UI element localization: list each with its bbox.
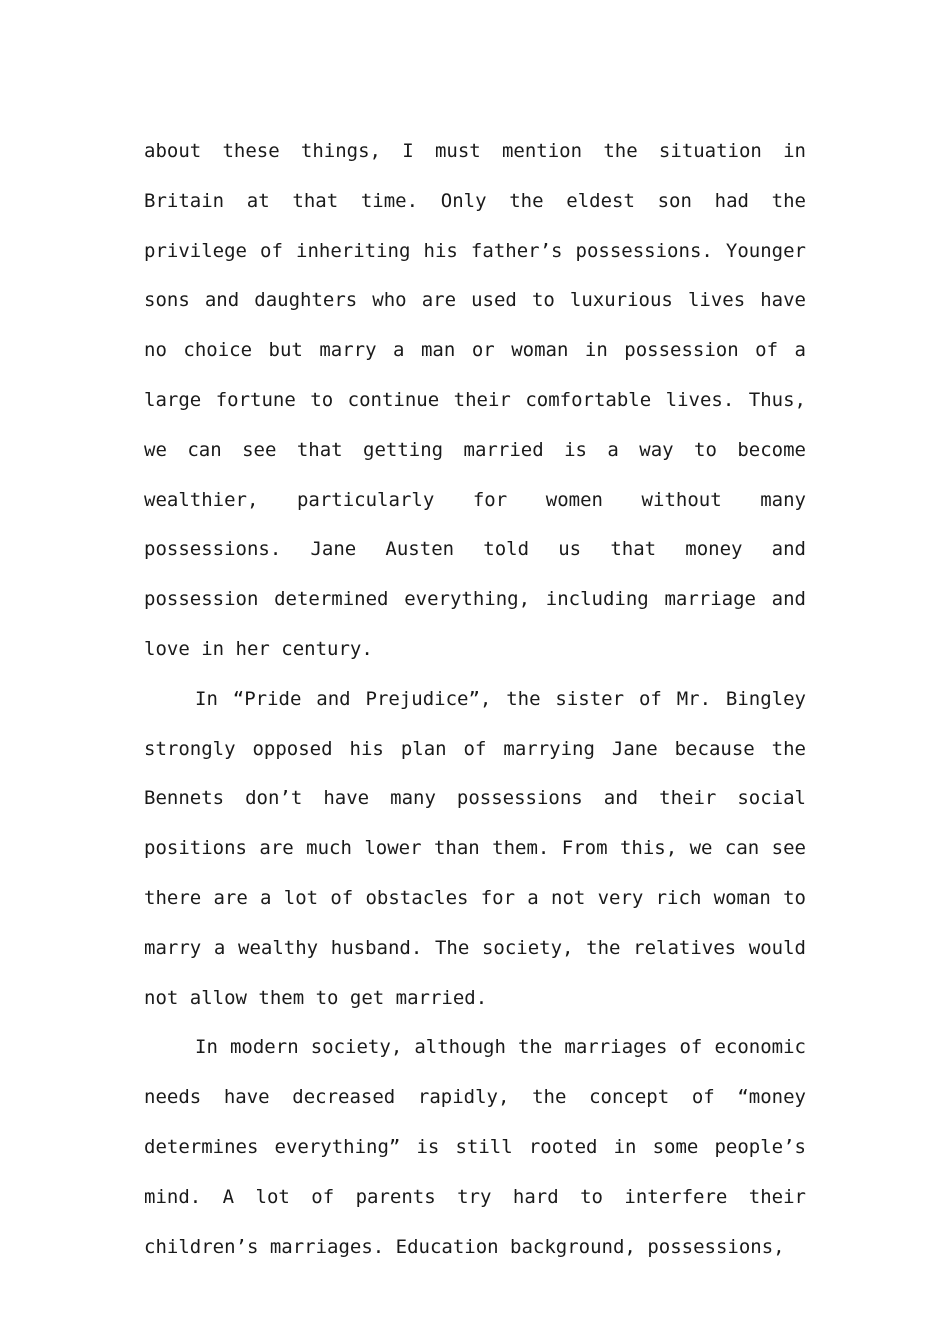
document-body xyxy=(144,127,806,1272)
paragraph-1: about these things, I must mention the situation in Britain at that time. Only the eldest son had the privilege of inheriting his father’s possessions. Younger sons and daughters who are used to luxurious lives have no choice but marry a man or woman in possession of a large fortune to continue their comfortable lives. Thus, we can see that getting married is a way to become wealthier, particularly for women without many possessions. Jane Austen told us that money and possession determined everything, including marriage and love in her century. xyxy=(144,140,806,660)
paragraph-3: In modern society, although the marriages of economic needs have decreased rapidly, the concept of “money determines everything” is still rooted in some people’s mind. A lot of parents try hard to interfere their children’s marriages. Education background, possessions, xyxy=(144,1036,806,1258)
paragraph-2: In “Pride and Prejudice”, the sister of Mr. Bingley strongly opposed his plan of marrying Jane because the Bennets don’t have many possessions and their social positions are much lower than them. From this, we can see there are a lot of obstacles for a not very rich woman to marry a wealthy husband. The society, the relatives would not allow them to get married. xyxy=(144,687,806,1009)
